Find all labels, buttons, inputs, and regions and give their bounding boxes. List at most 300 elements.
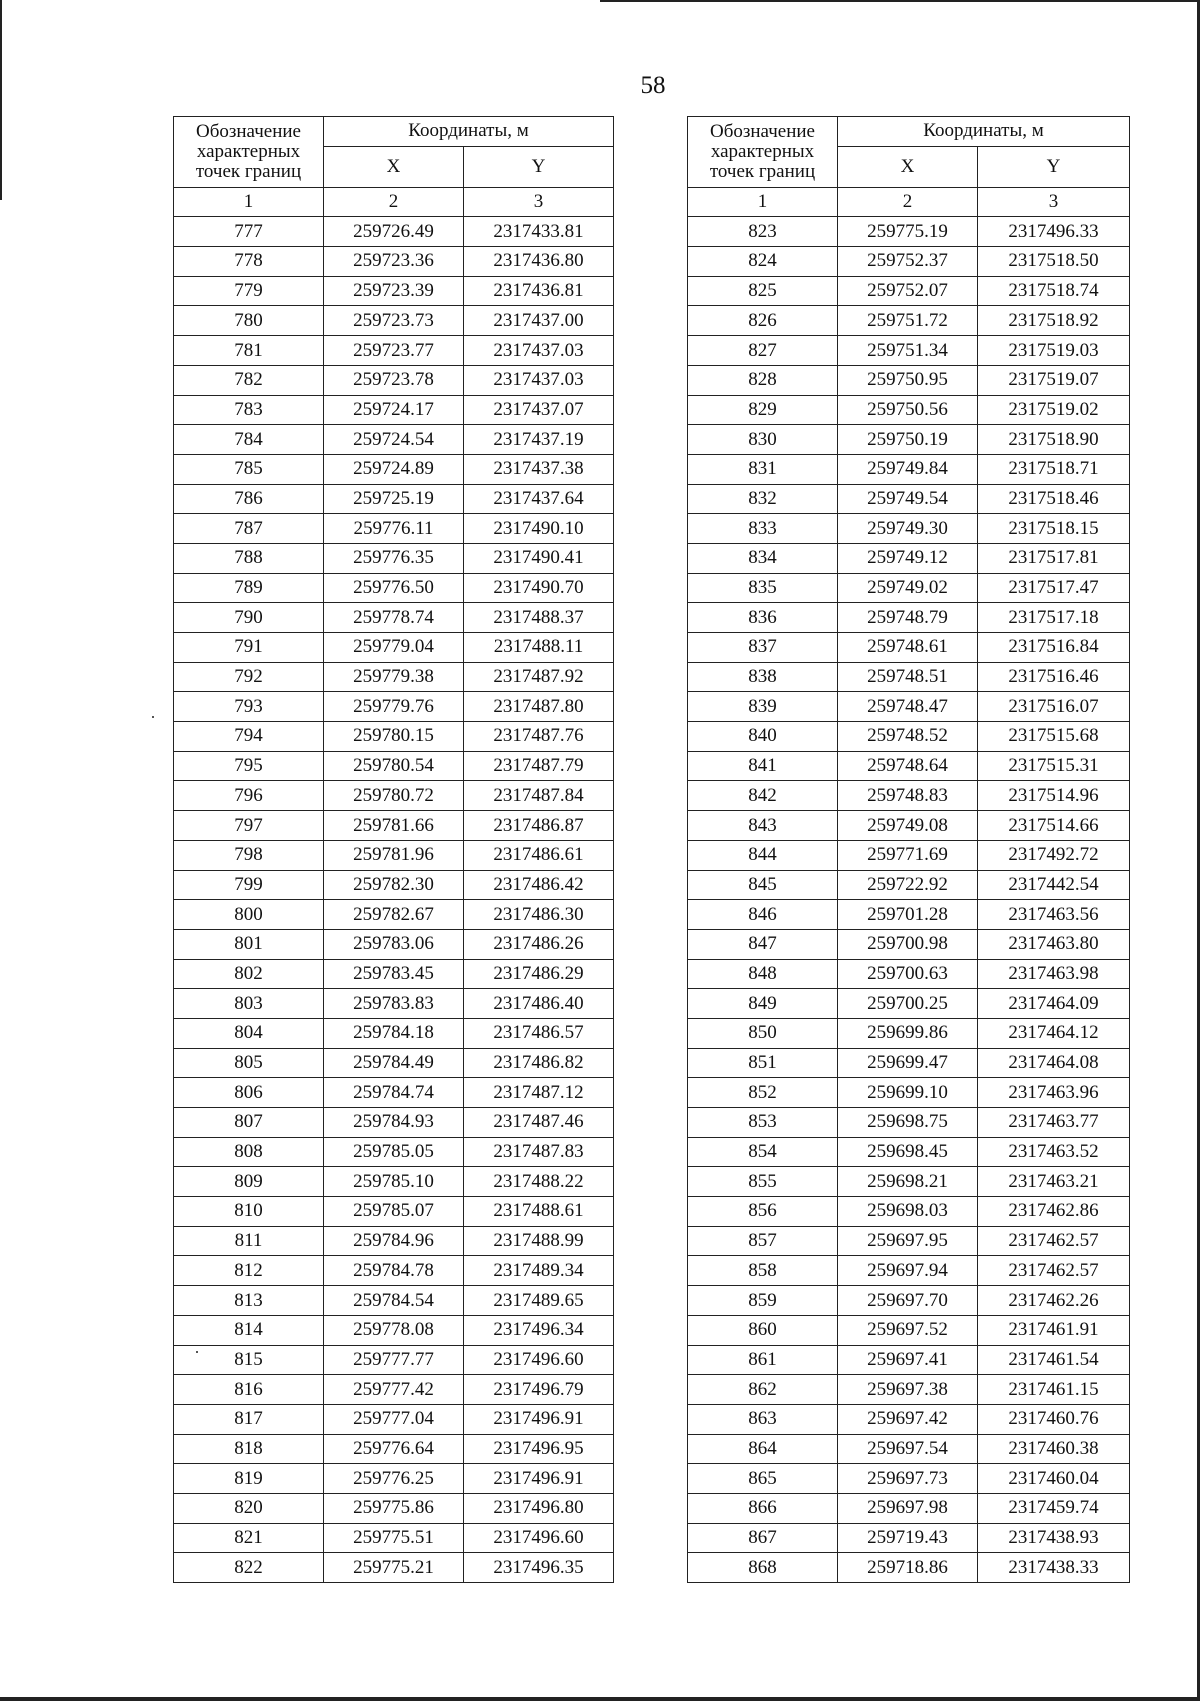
point-number-cell: 852	[688, 1078, 838, 1108]
table-row	[688, 514, 1130, 544]
y-coordinate-cell: 2317486.26	[464, 929, 614, 959]
point-number-cell: 832	[688, 484, 838, 514]
table-row	[174, 425, 614, 455]
y-coordinate-cell: 2317487.80	[464, 692, 614, 722]
y-coordinate-cell: 2317496.79	[464, 1375, 614, 1405]
table-row	[174, 633, 614, 663]
point-number-cell: 867	[688, 1523, 838, 1553]
y-coordinate-cell: 2317464.08	[978, 1048, 1130, 1078]
point-number-cell: 816	[174, 1375, 324, 1405]
point-number-cell: 840	[688, 722, 838, 752]
x-coordinate-cell: 259748.64	[838, 751, 978, 781]
x-coordinate-cell: 259783.83	[324, 989, 464, 1019]
y-coordinate-cell: 2317442.54	[978, 870, 1130, 900]
x-coordinate-cell: 259784.74	[324, 1078, 464, 1108]
x-coordinate-cell: 259700.25	[838, 989, 978, 1019]
point-number-cell: 794	[174, 722, 324, 752]
x-coordinate-cell: 259777.42	[324, 1375, 464, 1405]
point-number-cell: 849	[688, 989, 838, 1019]
y-coordinate-cell: 2317516.07	[978, 692, 1130, 722]
x-coordinate-cell: 259700.63	[838, 959, 978, 989]
table-row	[688, 1167, 1130, 1197]
table-row	[174, 929, 614, 959]
point-number-cell: 795	[174, 751, 324, 781]
y-coordinate-cell: 2317463.52	[978, 1137, 1130, 1167]
point-number-cell: 801	[174, 929, 324, 959]
x-coordinate-cell: 259697.54	[838, 1434, 978, 1464]
point-number-cell: 868	[688, 1553, 838, 1583]
point-number-cell: 830	[688, 425, 838, 455]
y-coordinate-cell: 2317496.95	[464, 1434, 614, 1464]
x-coordinate-cell: 259751.72	[838, 306, 978, 336]
x-coordinate-cell: 259723.78	[324, 365, 464, 395]
y-coordinate-cell: 2317517.18	[978, 603, 1130, 633]
y-coordinate-cell: 2317463.98	[978, 959, 1130, 989]
point-number-cell: 842	[688, 781, 838, 811]
y-coordinate-cell: 2317486.61	[464, 840, 614, 870]
x-coordinate-cell: 259699.47	[838, 1048, 978, 1078]
x-coordinate-cell: 259780.54	[324, 751, 464, 781]
point-number-cell: 806	[174, 1078, 324, 1108]
table-row	[688, 722, 1130, 752]
table-row	[688, 811, 1130, 841]
x-coordinate-cell: 259784.96	[324, 1226, 464, 1256]
point-number-cell: 861	[688, 1345, 838, 1375]
x-coordinate-cell: 259750.95	[838, 365, 978, 395]
x-coordinate-cell: 259779.38	[324, 662, 464, 692]
x-coordinate-cell: 259784.78	[324, 1256, 464, 1286]
point-number-cell: 823	[688, 217, 838, 247]
point-number-cell: 818	[174, 1434, 324, 1464]
table-row	[174, 1197, 614, 1227]
table-row	[174, 1137, 614, 1167]
x-coordinate-cell: 259751.34	[838, 336, 978, 366]
point-number-cell: 814	[174, 1315, 324, 1345]
point-number-cell: 863	[688, 1404, 838, 1434]
column-number-2: 2	[324, 187, 464, 217]
table-row	[688, 840, 1130, 870]
y-coordinate-cell: 2317492.72	[978, 840, 1130, 870]
y-coordinate-cell: 2317518.74	[978, 276, 1130, 306]
y-coordinate-cell: 2317487.12	[464, 1078, 614, 1108]
x-coordinate-cell: 259748.61	[838, 633, 978, 663]
table-row	[174, 484, 614, 514]
x-coordinate-cell: 259724.54	[324, 425, 464, 455]
point-number-cell: 835	[688, 573, 838, 603]
x-coordinate-cell: 259783.45	[324, 959, 464, 989]
table-row	[174, 276, 614, 306]
page-number: 58	[640, 72, 666, 99]
table-row	[174, 1286, 614, 1316]
x-coordinate-cell: 259779.76	[324, 692, 464, 722]
point-number-cell: 826	[688, 306, 838, 336]
point-number-cell: 809	[174, 1167, 324, 1197]
table-row	[174, 1226, 614, 1256]
point-designation-header: Обозначение характерных точек границ	[174, 117, 324, 188]
y-coordinate-cell: 2317460.76	[978, 1404, 1130, 1434]
y-coordinate-cell: 2317486.29	[464, 959, 614, 989]
y-coordinate-cell: 2317462.86	[978, 1197, 1130, 1227]
table-row	[174, 1108, 614, 1138]
point-number-cell: 850	[688, 1018, 838, 1048]
table-row	[174, 1375, 614, 1405]
y-coordinate-cell: 2317488.37	[464, 603, 614, 633]
point-number-cell: 862	[688, 1375, 838, 1405]
y-coordinate-cell: 2317437.03	[464, 336, 614, 366]
y-coordinate-cell: 2317436.80	[464, 247, 614, 277]
x-coordinate-cell: 259780.15	[324, 722, 464, 752]
point-number-cell: 845	[688, 870, 838, 900]
table-row	[688, 1523, 1130, 1553]
table-row	[174, 1345, 614, 1375]
table-row	[688, 781, 1130, 811]
x-coordinate-cell: 259782.30	[324, 870, 464, 900]
point-number-cell: 812	[174, 1256, 324, 1286]
y-coordinate-cell: 2317496.34	[464, 1315, 614, 1345]
table-row	[688, 1137, 1130, 1167]
y-coordinate-cell: 2317436.81	[464, 276, 614, 306]
x-coordinate-cell: 259697.52	[838, 1315, 978, 1345]
x-coordinate-cell: 259701.28	[838, 900, 978, 930]
y-coordinate-cell: 2317489.65	[464, 1286, 614, 1316]
x-coordinate-cell: 259775.19	[838, 217, 978, 247]
x-coordinate-cell: 259778.74	[324, 603, 464, 633]
point-number-cell: 859	[688, 1286, 838, 1316]
table-row	[174, 870, 614, 900]
table-row	[688, 573, 1130, 603]
y-coordinate-cell: 2317518.71	[978, 454, 1130, 484]
table-row	[688, 1226, 1130, 1256]
point-number-cell: 841	[688, 751, 838, 781]
x-coordinate-cell: 259723.39	[324, 276, 464, 306]
point-number-cell: 811	[174, 1226, 324, 1256]
y-coordinate-cell: 2317486.40	[464, 989, 614, 1019]
x-coordinate-cell: 259749.30	[838, 514, 978, 544]
point-number-cell: 843	[688, 811, 838, 841]
table-row	[688, 1315, 1130, 1345]
y-coordinate-cell: 2317488.11	[464, 633, 614, 663]
point-number-cell: 800	[174, 900, 324, 930]
x-coordinate-cell: 259697.41	[838, 1345, 978, 1375]
x-coordinate-cell: 259697.94	[838, 1256, 978, 1286]
point-number-cell: 791	[174, 633, 324, 663]
table-row	[174, 1464, 614, 1494]
y-coordinate-cell: 2317496.91	[464, 1464, 614, 1494]
point-number-cell: 782	[174, 365, 324, 395]
y-coordinate-cell: 2317487.84	[464, 781, 614, 811]
y-coordinate-cell: 2317489.34	[464, 1256, 614, 1286]
y-coordinate-cell: 2317487.83	[464, 1137, 614, 1167]
x-coordinate-cell: 259748.52	[838, 722, 978, 752]
y-coordinate-cell: 2317463.77	[978, 1108, 1130, 1138]
y-coordinate-cell: 2317462.26	[978, 1286, 1130, 1316]
y-coordinate-cell: 2317460.04	[978, 1464, 1130, 1494]
table-row	[174, 1018, 614, 1048]
x-coordinate-cell: 259697.70	[838, 1286, 978, 1316]
x-coordinate-cell: 259752.07	[838, 276, 978, 306]
point-number-cell: 860	[688, 1315, 838, 1345]
x-coordinate-cell: 259778.08	[324, 1315, 464, 1345]
y-coordinate-cell: 2317487.76	[464, 722, 614, 752]
x-coordinate-cell: 259749.02	[838, 573, 978, 603]
x-coordinate-cell: 259723.77	[324, 336, 464, 366]
y-coordinate-cell: 2317461.54	[978, 1345, 1130, 1375]
point-number-cell: 821	[174, 1523, 324, 1553]
x-coordinate-cell: 259783.06	[324, 929, 464, 959]
x-coordinate-cell: 259749.54	[838, 484, 978, 514]
x-coordinate-cell: 259697.42	[838, 1404, 978, 1434]
x-coordinate-cell: 259698.21	[838, 1167, 978, 1197]
table-row	[174, 1434, 614, 1464]
table-row	[688, 692, 1130, 722]
table-row	[174, 1078, 614, 1108]
table-row	[688, 870, 1130, 900]
table-row	[174, 1048, 614, 1078]
x-coordinate-cell: 259700.98	[838, 929, 978, 959]
table-row	[174, 603, 614, 633]
table-row	[688, 425, 1130, 455]
y-coordinate-cell: 2317463.21	[978, 1167, 1130, 1197]
table-row	[174, 811, 614, 841]
y-coordinate-cell: 2317519.03	[978, 336, 1130, 366]
point-number-cell: 802	[174, 959, 324, 989]
x-coordinate-cell: 259724.17	[324, 395, 464, 425]
table-row	[174, 662, 614, 692]
y-coordinate-cell: 2317514.96	[978, 781, 1130, 811]
point-number-cell: 824	[688, 247, 838, 277]
point-number-cell: 837	[688, 633, 838, 663]
table-row	[174, 989, 614, 1019]
table-row	[174, 1167, 614, 1197]
point-number-cell: 848	[688, 959, 838, 989]
point-number-cell: 783	[174, 395, 324, 425]
table-row	[688, 543, 1130, 573]
y-coordinate-cell: 2317463.56	[978, 900, 1130, 930]
y-header: Y	[464, 146, 614, 187]
x-coordinate-cell: 259775.21	[324, 1553, 464, 1583]
table-row	[688, 751, 1130, 781]
y-coordinate-cell: 2317464.09	[978, 989, 1130, 1019]
x-coordinate-cell: 259785.05	[324, 1137, 464, 1167]
point-number-cell: 846	[688, 900, 838, 930]
x-header: X	[838, 146, 978, 187]
x-coordinate-cell: 259782.67	[324, 900, 464, 930]
point-number-cell: 803	[174, 989, 324, 1019]
point-number-cell: 787	[174, 514, 324, 544]
table-row	[688, 1375, 1130, 1405]
table-row	[688, 989, 1130, 1019]
table-row	[688, 1256, 1130, 1286]
point-number-cell: 866	[688, 1493, 838, 1523]
point-number-cell: 792	[174, 662, 324, 692]
point-number-cell: 855	[688, 1167, 838, 1197]
table-row	[688, 662, 1130, 692]
table-row	[688, 247, 1130, 277]
point-number-cell: 805	[174, 1048, 324, 1078]
point-number-cell: 790	[174, 603, 324, 633]
x-coordinate-cell: 259775.86	[324, 1493, 464, 1523]
point-number-cell: 804	[174, 1018, 324, 1048]
x-coordinate-cell: 259776.64	[324, 1434, 464, 1464]
point-number-cell: 825	[688, 276, 838, 306]
y-coordinate-cell: 2317517.47	[978, 573, 1130, 603]
table-row	[174, 543, 614, 573]
table-row	[174, 840, 614, 870]
y-coordinate-cell: 2317463.80	[978, 929, 1130, 959]
point-number-cell: 813	[174, 1286, 324, 1316]
point-number-cell: 789	[174, 573, 324, 603]
x-coordinate-cell: 259723.73	[324, 306, 464, 336]
x-coordinate-cell: 259723.36	[324, 247, 464, 277]
table-row	[688, 454, 1130, 484]
table-row	[688, 365, 1130, 395]
scan-border-left	[0, 0, 2, 200]
x-coordinate-cell: 259726.49	[324, 217, 464, 247]
table-row	[688, 1404, 1130, 1434]
table-row	[174, 900, 614, 930]
y-coordinate-cell: 2317486.82	[464, 1048, 614, 1078]
point-number-cell: 797	[174, 811, 324, 841]
x-coordinate-cell: 259697.73	[838, 1464, 978, 1494]
x-coordinate-cell: 259750.56	[838, 395, 978, 425]
point-number-cell: 817	[174, 1404, 324, 1434]
x-coordinate-cell: 259697.38	[838, 1375, 978, 1405]
x-coordinate-cell: 259697.95	[838, 1226, 978, 1256]
table-row	[174, 514, 614, 544]
x-coordinate-cell: 259697.98	[838, 1493, 978, 1523]
table-row	[688, 1464, 1130, 1494]
x-coordinate-cell: 259784.93	[324, 1108, 464, 1138]
y-coordinate-cell: 2317486.87	[464, 811, 614, 841]
point-number-cell: 785	[174, 454, 324, 484]
table-row	[688, 1553, 1130, 1583]
table-row	[688, 1493, 1130, 1523]
table-row	[688, 1048, 1130, 1078]
column-number-3: 3	[978, 187, 1130, 217]
y-coordinate-cell: 2317486.30	[464, 900, 614, 930]
x-coordinate-cell: 259784.54	[324, 1286, 464, 1316]
y-coordinate-cell: 2317462.57	[978, 1226, 1130, 1256]
x-coordinate-cell: 259748.47	[838, 692, 978, 722]
point-number-cell: 857	[688, 1226, 838, 1256]
y-coordinate-cell: 2317516.46	[978, 662, 1130, 692]
x-coordinate-cell: 259748.79	[838, 603, 978, 633]
point-number-cell: 793	[174, 692, 324, 722]
x-coordinate-cell: 259752.37	[838, 247, 978, 277]
y-coordinate-cell: 2317496.80	[464, 1493, 614, 1523]
y-coordinate-cell: 2317487.79	[464, 751, 614, 781]
point-number-cell: 784	[174, 425, 324, 455]
table-row	[174, 1315, 614, 1345]
x-coordinate-cell: 259779.04	[324, 633, 464, 663]
y-header: Y	[978, 146, 1130, 187]
coordinates-header: Координаты, м	[838, 117, 1130, 147]
y-coordinate-cell: 2317515.68	[978, 722, 1130, 752]
x-coordinate-cell: 259748.83	[838, 781, 978, 811]
y-coordinate-cell: 2317461.91	[978, 1315, 1130, 1345]
y-coordinate-cell: 2317438.93	[978, 1523, 1130, 1553]
point-number-cell: 779	[174, 276, 324, 306]
point-number-cell: 844	[688, 840, 838, 870]
table-row	[688, 1078, 1130, 1108]
y-coordinate-cell: 2317519.07	[978, 365, 1130, 395]
y-coordinate-cell: 2317487.46	[464, 1108, 614, 1138]
x-coordinate-cell: 259784.49	[324, 1048, 464, 1078]
point-number-cell: 788	[174, 543, 324, 573]
table-row	[688, 1345, 1130, 1375]
y-coordinate-cell: 2317437.07	[464, 395, 614, 425]
y-coordinate-cell: 2317517.81	[978, 543, 1130, 573]
y-coordinate-cell: 2317488.22	[464, 1167, 614, 1197]
table-row	[688, 336, 1130, 366]
point-number-cell: 796	[174, 781, 324, 811]
y-coordinate-cell: 2317519.02	[978, 395, 1130, 425]
y-coordinate-cell: 2317518.15	[978, 514, 1130, 544]
x-coordinate-cell: 259784.18	[324, 1018, 464, 1048]
y-coordinate-cell: 2317496.91	[464, 1404, 614, 1434]
point-number-cell: 780	[174, 306, 324, 336]
y-coordinate-cell: 2317496.35	[464, 1553, 614, 1583]
coordinates-header: Координаты, м	[324, 117, 614, 147]
table-row	[688, 217, 1130, 247]
y-coordinate-cell: 2317496.60	[464, 1345, 614, 1375]
table-row	[174, 454, 614, 484]
x-coordinate-cell: 259777.04	[324, 1404, 464, 1434]
table-row	[174, 247, 614, 277]
coordinates-table-left	[173, 116, 614, 1583]
point-number-cell: 829	[688, 395, 838, 425]
x-coordinate-cell: 259749.08	[838, 811, 978, 841]
scan-border-bottom	[0, 1697, 1200, 1701]
y-coordinate-cell: 2317437.19	[464, 425, 614, 455]
x-coordinate-cell: 259749.12	[838, 543, 978, 573]
point-number-cell: 820	[174, 1493, 324, 1523]
table-row	[174, 751, 614, 781]
point-number-cell: 815	[174, 1345, 324, 1375]
table-row	[688, 484, 1130, 514]
x-coordinate-cell: 259725.19	[324, 484, 464, 514]
scan-border-top	[600, 0, 1200, 2]
point-number-cell: 808	[174, 1137, 324, 1167]
x-coordinate-cell: 259750.19	[838, 425, 978, 455]
point-number-cell: 777	[174, 217, 324, 247]
x-coordinate-cell: 259749.84	[838, 454, 978, 484]
x-coordinate-cell: 259776.35	[324, 543, 464, 573]
x-coordinate-cell: 259785.10	[324, 1167, 464, 1197]
table-row	[688, 959, 1130, 989]
table-row	[688, 633, 1130, 663]
point-number-cell: 833	[688, 514, 838, 544]
coordinates-table-right	[687, 116, 1130, 1583]
scan-speck	[152, 716, 154, 718]
point-number-cell: 839	[688, 692, 838, 722]
table-row	[688, 1197, 1130, 1227]
x-coordinate-cell: 259724.89	[324, 454, 464, 484]
table-row	[688, 306, 1130, 336]
column-number-1: 1	[688, 187, 838, 217]
table-row	[688, 900, 1130, 930]
point-number-cell: 798	[174, 840, 324, 870]
point-number-cell: 856	[688, 1197, 838, 1227]
y-coordinate-cell: 2317490.41	[464, 543, 614, 573]
y-coordinate-cell: 2317518.92	[978, 306, 1130, 336]
point-number-cell: 810	[174, 1197, 324, 1227]
table-row	[174, 1493, 614, 1523]
table-row	[174, 336, 614, 366]
table-row	[174, 217, 614, 247]
y-coordinate-cell: 2317438.33	[978, 1553, 1130, 1583]
point-number-cell: 822	[174, 1553, 324, 1583]
